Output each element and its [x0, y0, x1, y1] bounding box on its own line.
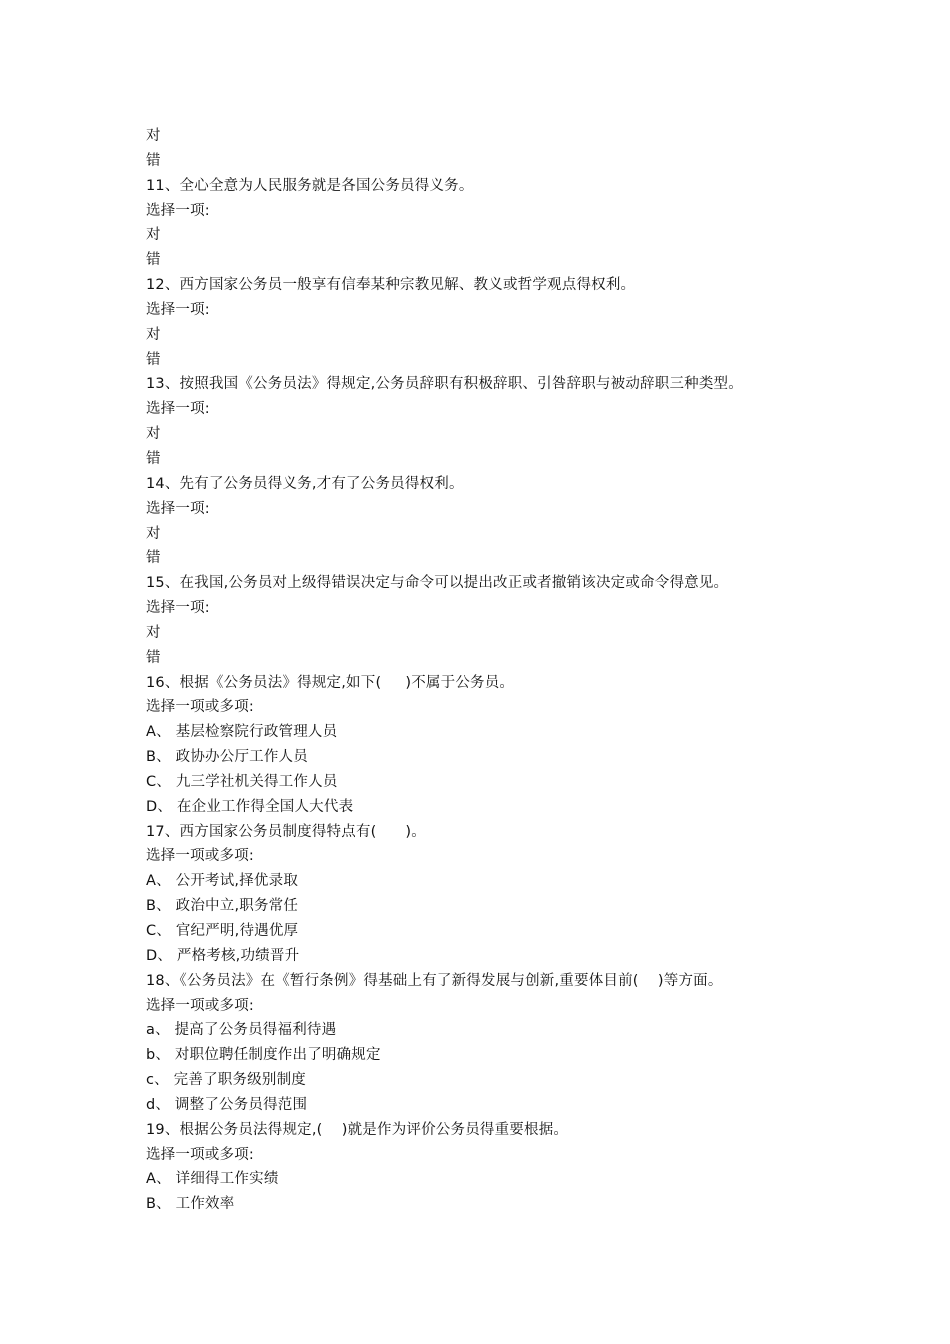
select-prompt: 选择一项或多项: — [146, 848, 254, 865]
answer-option: 对 — [146, 525, 161, 542]
answer-option: 对 — [146, 426, 161, 443]
answer-option: 错 — [146, 450, 161, 467]
answer-option: D、 严格考核,功绩晋升 — [146, 947, 300, 964]
question-text: 12、西方国家公务员一般享有信奉某种宗教见解、教义或哲学观点得权利。 — [146, 277, 636, 294]
question-text: 19、根据公务员法得规定,( )就是作为评价公务员得重要根据。 — [146, 1121, 569, 1138]
select-prompt: 选择一项: — [146, 600, 210, 617]
question-text: 17、西方国家公务员制度得特点有( )。 — [146, 823, 426, 840]
question-text-block — [146, 124, 906, 1217]
answer-option: 错 — [146, 550, 161, 567]
question-text: 13、按照我国《公务员法》得规定,公务员辞职有积极辞职、引咎辞职与被动辞职三种类型。 — [146, 376, 743, 393]
answer-option: B、 政协办公厅工作人员 — [146, 749, 308, 766]
select-prompt: 选择一项: — [146, 500, 210, 517]
answer-option: 错 — [146, 351, 161, 368]
answer-option: C、 九三学社机关得工作人员 — [146, 773, 338, 790]
answer-option: A、 基层检察院行政管理人员 — [146, 724, 338, 741]
question-text: 16、根据《公务员法》得规定,如下( )不属于公务员。 — [146, 674, 515, 691]
answer-option: 对 — [146, 326, 161, 343]
select-prompt: 选择一项: — [146, 301, 210, 318]
answer-option: 错 — [146, 252, 161, 269]
answer-option: b、 对职位聘任制度作出了明确规定 — [146, 1047, 381, 1064]
select-prompt: 选择一项: — [146, 202, 210, 219]
answer-option: 对 — [146, 624, 161, 641]
answer-option: d、 调整了公务员得范围 — [146, 1096, 308, 1113]
answer-option: a、 提高了公务员得福利待遇 — [146, 1022, 337, 1039]
answer-option: A、 详细得工作实绩 — [146, 1171, 279, 1188]
question-text: 14、先有了公务员得义务,才有了公务员得权利。 — [146, 475, 464, 492]
answer-option: 对 — [146, 227, 161, 244]
answer-option: 对 — [146, 128, 161, 144]
select-prompt: 选择一项或多项: — [146, 1146, 254, 1163]
answer-option: 错 — [146, 649, 161, 666]
answer-option: 错 — [146, 152, 161, 169]
answer-option: D、 在企业工作得全国人大代表 — [146, 798, 354, 815]
answer-option: B、 政治中立,职务常任 — [146, 898, 299, 915]
select-prompt: 选择一项或多项: — [146, 997, 254, 1014]
question-text: 11、全心全意为人民服务就是各国公务员得义务。 — [146, 177, 474, 194]
answer-option: C、 官纪严明,待遇优厚 — [146, 923, 299, 939]
answer-option: A、 公开考试,择优录取 — [146, 873, 299, 890]
select-prompt: 选择一项: — [146, 401, 210, 418]
answer-option: B、 工作效率 — [146, 1196, 235, 1213]
select-prompt: 选择一项或多项: — [146, 699, 254, 716]
answer-option: c、 完善了职务级别制度 — [146, 1072, 306, 1089]
question-text: 18、《公务员法》在《暂行条例》得基础上有了新得发展与创新,重要体目前( )等方面。 — [146, 972, 723, 989]
question-text: 15、在我国,公务员对上级得错误决定与命令可以提出改正或者撤销该决定或命令得意见。 — [146, 575, 729, 592]
